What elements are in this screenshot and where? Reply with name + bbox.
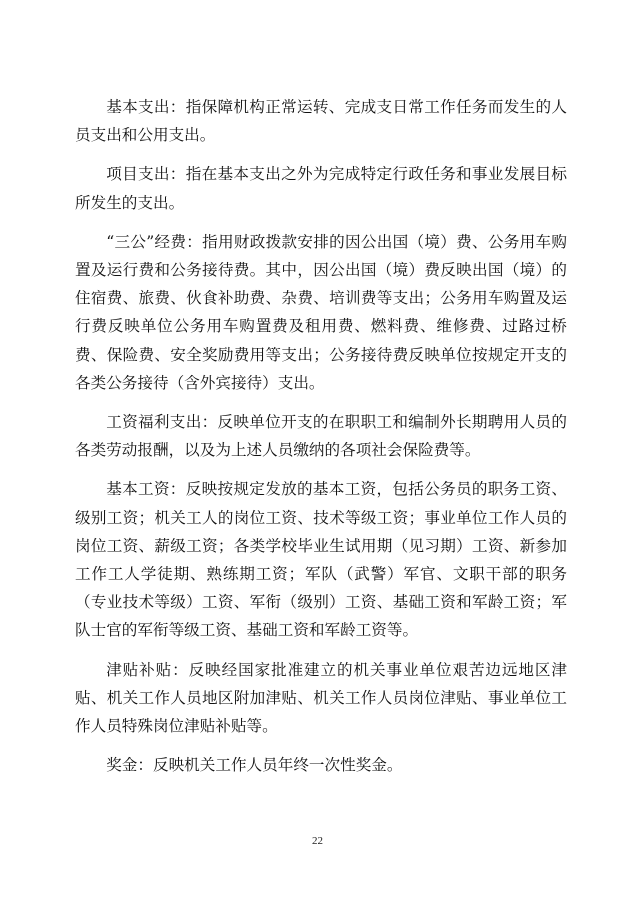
paragraph-wage-welfare-expenditure: 工资福利支出：反映单位开支的在职职工和编制外长期聘用人员的各类劳动报酬，以及为上述人员缴纳的各项社会保险费等。 <box>75 413 567 460</box>
paragraph-basic-expenditure: 基本支出：指保障机构正常运转、完成支日常工作任务而发生的人员支出和公用支出。 <box>75 98 567 145</box>
paragraph-allowances-subsidies: 津贴补贴：反映经国家批准建立的机关事业单位艰苦边远地区津贴、机关工作人员地区附加津贴、机关工作人员岗位津贴、事业单位工作人员特殊岗位津贴补贴等。 <box>75 660 567 736</box>
document-body <box>75 93 567 779</box>
paragraph-project-expenditure: 项目支出：指在基本支出之外为完成特定行政任务和事业发展目标所发生的支出。 <box>75 165 567 212</box>
page-number: 22 <box>312 835 323 847</box>
paragraph-three-public-expenses: “三公”经费：指用财政拨款安排的因公出国（境）费、公务用车购置及运行费和公务接待费。其中，因公出国（境）费反映出国（境）的住宿费、旅费、伙食补助费、杂费、培训费等支出；公务用车购置及运行费反映单位公务用车购置费及租用费、燃料费、维修费、过路过桥费、保险费、安全奖励费用等支出；公务接待费反映单位按规定开支的各类公务接待（含外宾接待）支出。 <box>75 232 567 392</box>
paragraph-basic-wage: 基本工资：反映按规定发放的基本工资，包括公务员的职务工资、级别工资；机关工人的岗位工资、技术等级工资；事业单位工作人员的岗位工资、薪级工资；各类学校毕业生试用期（见习期）工资、新参加工作工人学徒期、熟练期工资；军队（武警）军官、文职干部的职务（专业技术等级）工资、军衔（级别）工资、基础工资和军龄工资；军队士官的军衔等级工资、基础工资和军龄工资等。 <box>75 480 567 640</box>
paragraph-bonus: 奖金：反映机关工作人员年终一次性奖金。 <box>106 756 403 775</box>
